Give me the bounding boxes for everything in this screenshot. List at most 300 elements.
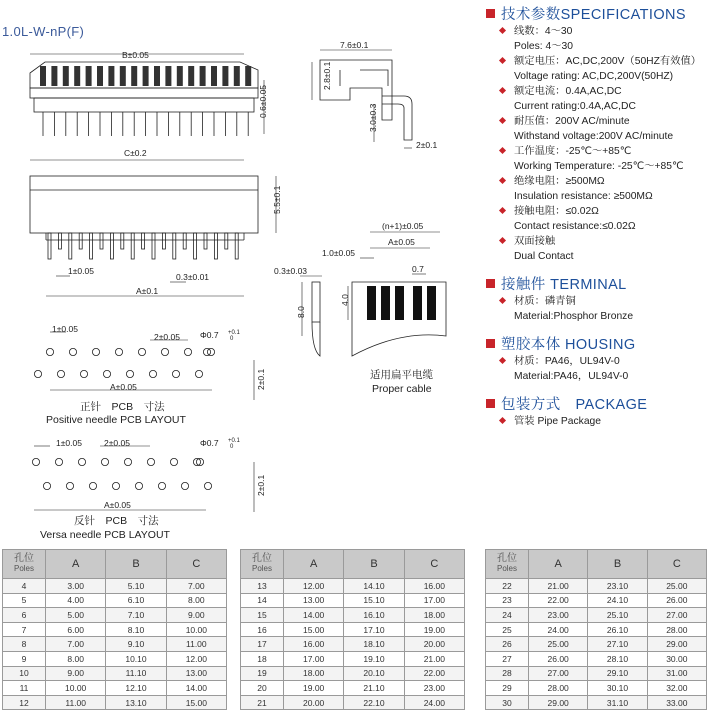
- pcb-hole: [80, 370, 87, 377]
- rev-dim-1-0: 1±0.05: [56, 438, 82, 448]
- spec-item-en: Material:Phosphor Bronze: [514, 311, 634, 322]
- table-row: [241, 608, 465, 623]
- col-c-header: C: [166, 550, 226, 579]
- table-cell: 10.10: [106, 651, 166, 666]
- spec-item: [486, 294, 707, 324]
- table-cell: 11.10: [106, 666, 166, 681]
- table-header-row: [241, 550, 465, 579]
- square-bullet-icon: [486, 9, 495, 18]
- spec-section-title: [486, 2, 707, 24]
- diamond-bullet-icon: [499, 237, 506, 244]
- table-cell: 22.10: [344, 695, 404, 710]
- spec-item-cn: 线数：4～30: [514, 26, 573, 37]
- table-cell: 17.00: [404, 593, 464, 608]
- pcb-hole: [66, 482, 73, 489]
- table-row: [3, 593, 227, 608]
- front-pin: [58, 233, 61, 249]
- pcb-hole: [147, 458, 154, 465]
- pin-slot: [51, 66, 57, 86]
- pin-slot: [211, 66, 217, 86]
- table-cell: 7.00: [166, 579, 226, 594]
- front-pin: [100, 233, 103, 249]
- table-cell: 9.10: [106, 637, 166, 652]
- spec-item: [486, 354, 707, 384]
- table-cell: 12.10: [106, 681, 166, 696]
- pcb-hole: [34, 370, 41, 377]
- table-row: [3, 651, 227, 666]
- table-row: [241, 579, 465, 594]
- table-cell: 28.00: [529, 681, 588, 696]
- table-cell: 30.10: [588, 681, 647, 696]
- spec-item-en: Dual Contact: [514, 251, 574, 262]
- table-cell: 19: [241, 666, 284, 681]
- front-pin: [69, 233, 72, 259]
- spec-section: [486, 332, 707, 384]
- table-row: [241, 593, 465, 608]
- table-cell: 18.00: [404, 608, 464, 623]
- table-row: [486, 681, 707, 696]
- table-row: [241, 651, 465, 666]
- poles-header-en: Poles: [496, 564, 517, 573]
- specifications-panel: [486, 2, 707, 437]
- table-cell: 12: [3, 695, 46, 710]
- table-row: [241, 666, 465, 681]
- table-cell: 29.10: [588, 666, 647, 681]
- table-cell: 28.10: [588, 651, 647, 666]
- table-cell: 14.00: [284, 608, 344, 623]
- square-bullet-icon: [486, 339, 495, 348]
- table-cell: 26.00: [529, 651, 588, 666]
- poles-header-cn: 孔位: [497, 553, 517, 564]
- front-pin: [121, 233, 124, 249]
- cable-dim-1-0: 1.0±0.05: [322, 248, 356, 258]
- table-row: [486, 666, 707, 681]
- pin-slot: [86, 66, 92, 86]
- pin-slot: [97, 66, 103, 86]
- spec-item-en: Poles: 4～30: [514, 41, 573, 52]
- table-cell: 17: [241, 637, 284, 652]
- flat-cable: [312, 282, 446, 356]
- table-cell: 15.00: [166, 695, 226, 710]
- pin-slot: [245, 66, 251, 86]
- poles-header-en: Poles: [13, 564, 34, 573]
- table-cell: 29.00: [647, 637, 706, 652]
- table-row: [241, 637, 465, 652]
- table-row: [486, 637, 707, 652]
- pcb-hole: [207, 348, 214, 355]
- table-cell: 13.00: [166, 666, 226, 681]
- spec-item-en: Voltage rating: AC,DC,200V(50HZ): [514, 71, 674, 82]
- table-cell: 14: [241, 593, 284, 608]
- col-a-header: A: [529, 550, 588, 579]
- front-pin: [142, 233, 145, 249]
- table-cell: 16.00: [404, 579, 464, 594]
- table-cell: 24.10: [588, 593, 647, 608]
- table-cell: 21.00: [529, 579, 588, 594]
- spec-section-title-text: 技术参数SPECIFICATIONS: [501, 6, 686, 23]
- table-cell: 20.10: [344, 666, 404, 681]
- reverse-caption-cn: 反针 PCB 寸法: [74, 515, 159, 527]
- pin-slot: [120, 66, 126, 86]
- table-cell: 31.00: [647, 666, 706, 681]
- diamond-bullet-icon: [499, 207, 506, 214]
- table-cell: 27: [486, 651, 529, 666]
- dim-1-0: 1±0.05: [68, 266, 94, 276]
- table-row: [241, 622, 465, 637]
- cable-dim-0-3: 0.3±0.03: [274, 266, 308, 276]
- table-cell: 5.10: [106, 579, 166, 594]
- table-cell: 24.00: [529, 622, 588, 637]
- pin-slot: [222, 66, 228, 86]
- table-cell: 18: [241, 651, 284, 666]
- front-pin: [152, 233, 155, 259]
- pcb-hole: [158, 482, 165, 489]
- pcb-hole: [57, 370, 64, 377]
- reverse-caption-en: Versa needle PCB LAYOUT: [40, 529, 170, 541]
- spec-item: [486, 144, 707, 174]
- col-b-header: B: [344, 550, 404, 579]
- poles-header-cn: 孔位: [252, 553, 272, 564]
- pin-slot: [108, 66, 114, 86]
- table-cell: 13.10: [106, 695, 166, 710]
- table-cell: 9: [3, 651, 46, 666]
- rev-dim-vert: 2±0.1: [256, 474, 266, 496]
- table-cell: 18.10: [344, 637, 404, 652]
- table-cell: 12.00: [166, 651, 226, 666]
- spec-item-cn: 耐压值：200V AC/minute: [514, 116, 630, 127]
- pin-slot: [200, 66, 206, 86]
- spec-item-en: Current rating:0.4A,AC,DC: [514, 101, 636, 112]
- spec-item: [486, 204, 707, 234]
- table-cell: 6.10: [106, 593, 166, 608]
- pcb-hole: [195, 370, 202, 377]
- pcb-hole: [138, 348, 145, 355]
- table-cell: 27.00: [529, 666, 588, 681]
- table-row: [486, 622, 707, 637]
- col-a-header: A: [46, 550, 106, 579]
- pcb-hole: [89, 482, 96, 489]
- spec-section: [486, 392, 707, 429]
- pcb-hole: [69, 348, 76, 355]
- front-view: [30, 176, 258, 259]
- pcb-hole: [101, 458, 108, 465]
- front-pin: [194, 233, 197, 259]
- poles-header: [3, 550, 46, 579]
- pcb-hole: [124, 458, 131, 465]
- positive-caption-en: Positive needle PCB LAYOUT: [46, 414, 186, 426]
- dim-c: C±0.2: [124, 148, 147, 158]
- pin-slot: [188, 66, 194, 86]
- spec-item: [486, 174, 707, 204]
- col-a-header: A: [284, 550, 344, 579]
- dim-0-3: 0.3±0.01: [176, 272, 210, 282]
- table-cell: 7.00: [46, 637, 106, 652]
- table-cell: 26: [486, 637, 529, 652]
- table-row: [3, 579, 227, 594]
- table-cell: 28: [486, 666, 529, 681]
- rev-tol-zero: 0: [230, 444, 234, 450]
- table-cell: 11.00: [166, 637, 226, 652]
- pcb-dim-phi: Φ0.7: [200, 330, 219, 340]
- front-pin: [162, 233, 165, 249]
- table-row: [241, 681, 465, 696]
- diamond-bullet-icon: [499, 87, 506, 94]
- table-cell: 21.00: [404, 651, 464, 666]
- table-cell: 8: [3, 637, 46, 652]
- table-row: [3, 666, 227, 681]
- dim-0-6: 0.6±0.05: [258, 84, 268, 118]
- table-cell: 16.10: [344, 608, 404, 623]
- table-cell: 19.00: [404, 622, 464, 637]
- spec-section-title-text: 塑胶本体 HOUSING: [501, 336, 636, 353]
- rev-dim-2-0: 2±0.05: [104, 438, 130, 448]
- front-pin: [214, 233, 217, 259]
- pcb-hole: [135, 482, 142, 489]
- table-cell: 28.00: [647, 622, 706, 637]
- table-cell: 13.00: [284, 593, 344, 608]
- spec-item-cn: 额定电压：AC,DC,200V（50HZ有效值）: [514, 56, 702, 67]
- front-pin: [173, 233, 176, 259]
- table-cell: 3.00: [46, 579, 106, 594]
- table-cell: 7: [3, 622, 46, 637]
- spec-item-en: Withstand voltage:200V AC/minute: [514, 131, 674, 142]
- table-cell: 5: [3, 593, 46, 608]
- table-row: [3, 637, 227, 652]
- table-cell: 4.00: [46, 593, 106, 608]
- rev-dim-a: A±0.05: [104, 500, 131, 510]
- dim-2-0: 2±0.1: [416, 140, 438, 150]
- pin-slot: [154, 66, 160, 86]
- spec-section-title: [486, 392, 707, 414]
- table-cell: 20.00: [404, 637, 464, 652]
- table-cell: 27.00: [647, 608, 706, 623]
- diamond-bullet-icon: [499, 147, 506, 154]
- table-cell: 15: [241, 608, 284, 623]
- table-cell: 17.10: [344, 622, 404, 637]
- col-b-header: B: [106, 550, 166, 579]
- dim-7-6: 7.6±0.1: [340, 40, 369, 50]
- table-cell: 12.00: [284, 579, 344, 594]
- spec-item: [486, 24, 707, 54]
- dim-2-8: 2.8±0.1: [322, 61, 332, 90]
- table-cell: 20: [241, 681, 284, 696]
- spec-item-cn: 额定电流：0.4A,AC,DC: [514, 86, 622, 97]
- spec-item-cn: 管装 Pipe Package: [514, 416, 601, 427]
- table-cell: 25: [486, 622, 529, 637]
- table-cell: 4: [3, 579, 46, 594]
- table-cell: 6: [3, 608, 46, 623]
- spec-item: [486, 414, 707, 429]
- rev-tol-plus: +0.1: [228, 438, 240, 444]
- spec-item-cn: 材质：PA46，UL94V-0: [514, 356, 620, 367]
- pcb-tol-plus: +0.1: [228, 330, 240, 336]
- front-pin: [204, 233, 207, 249]
- pcb-dim-2-0: 2±0.05: [154, 332, 180, 342]
- table-cell: 29.00: [529, 695, 588, 710]
- col-b-header: B: [588, 550, 647, 579]
- cable-dim-n1: (n+1)±0.05: [382, 221, 424, 231]
- front-pin: [79, 233, 82, 249]
- table-cell: 29: [486, 681, 529, 696]
- side-view: [320, 60, 412, 140]
- pcb-hole: [92, 348, 99, 355]
- diamond-bullet-icon: [499, 177, 506, 184]
- table-cell: 23.00: [529, 608, 588, 623]
- pin-slot: [131, 66, 137, 86]
- table-cell: 25.10: [588, 608, 647, 623]
- table-cell: 11: [3, 681, 46, 696]
- dim-a: A±0.1: [136, 286, 159, 296]
- table-cell: 33.00: [647, 695, 706, 710]
- cable-dim-a: A±0.05: [388, 237, 415, 247]
- table-cell: 10.00: [166, 622, 226, 637]
- pcb-hole: [115, 348, 122, 355]
- pcb-hole: [204, 482, 211, 489]
- front-pin: [131, 233, 134, 259]
- table-cell: 19.00: [284, 681, 344, 696]
- dim-3-0: 3.0±0.3: [368, 103, 378, 132]
- spec-item-cn: 材质：磷青铜: [514, 296, 576, 307]
- table-cell: 18.00: [284, 666, 344, 681]
- spec-section-title-text: 包装方式 PACKAGE: [501, 396, 648, 413]
- table-cell: 13: [241, 579, 284, 594]
- top-view-housing: [30, 62, 258, 136]
- spec-item-en: Working Temperature: -25℃～+85℃: [514, 161, 684, 172]
- front-pin: [225, 233, 228, 249]
- spec-item-cn: 双面接触: [514, 236, 556, 247]
- table-cell: 19.10: [344, 651, 404, 666]
- table-row: [486, 579, 707, 594]
- pcb-hole: [78, 458, 85, 465]
- table-cell: 26.00: [647, 593, 706, 608]
- table-cell: 24: [486, 608, 529, 623]
- table-row: [3, 622, 227, 637]
- cable-dim-4-0: 4.0: [340, 294, 350, 306]
- table-cell: 22.00: [529, 593, 588, 608]
- table-cell: 30.00: [647, 651, 706, 666]
- dimension-table-1: [2, 549, 227, 710]
- pin-slot: [143, 66, 149, 86]
- cable-dim-0-7: 0.7: [412, 264, 424, 274]
- pin-slot: [165, 66, 171, 86]
- pcb-tol-zero: 0: [230, 336, 234, 342]
- poles-header: [486, 550, 529, 579]
- table-header-row: [3, 550, 227, 579]
- pcb-dim-vert: 2±0.1: [256, 368, 266, 390]
- pcb-hole: [43, 482, 50, 489]
- spec-section: [486, 2, 707, 264]
- table-cell: 26.10: [588, 622, 647, 637]
- table-cell: 24.00: [404, 695, 464, 710]
- cable-caption-en: Proper cable: [372, 383, 432, 395]
- spec-item-cn: 工作温度：-25℃～+85℃: [514, 146, 632, 157]
- pin-slot: [74, 66, 80, 86]
- pcb-hole: [161, 348, 168, 355]
- table-cell: 21: [241, 695, 284, 710]
- square-bullet-icon: [486, 279, 495, 288]
- col-c-header: C: [404, 550, 464, 579]
- table-cell: 16.00: [284, 637, 344, 652]
- table-cell: 16: [241, 622, 284, 637]
- table-cell: 11.00: [46, 695, 106, 710]
- table-row: [3, 608, 227, 623]
- pcb-hole: [112, 482, 119, 489]
- table-cell: 23.00: [404, 681, 464, 696]
- front-pin: [110, 233, 113, 259]
- table-cell: 20.00: [284, 695, 344, 710]
- diamond-bullet-icon: [499, 297, 506, 304]
- spec-item: [486, 114, 707, 144]
- table-cell: 23: [486, 593, 529, 608]
- table-row: [3, 681, 227, 696]
- table-cell: 30: [486, 695, 529, 710]
- table-cell: 27.10: [588, 637, 647, 652]
- diamond-bullet-icon: [499, 27, 506, 34]
- table-cell: 9.00: [46, 666, 106, 681]
- table-cell: 17.00: [284, 651, 344, 666]
- table-header-row: [486, 550, 707, 579]
- diamond-bullet-icon: [499, 417, 506, 424]
- col-c-header: C: [647, 550, 706, 579]
- pcb-dim-a: A±0.05: [110, 382, 137, 392]
- diamond-bullet-icon: [499, 357, 506, 364]
- spec-item-en: Insulation resistance: ≥500MΩ: [514, 191, 653, 202]
- dim-5-5: 5.5±0.1: [272, 185, 282, 214]
- table-cell: 22.00: [404, 666, 464, 681]
- pcb-hole: [55, 458, 62, 465]
- spec-item-cn: 接触电阻：≤0.02Ω: [514, 206, 599, 217]
- diamond-bullet-icon: [499, 57, 506, 64]
- pcb-hole: [149, 370, 156, 377]
- table-cell: 8.00: [46, 651, 106, 666]
- part-number: 1.0L-W-nP(F): [2, 24, 85, 39]
- pcb-hole: [203, 348, 210, 355]
- spec-item: [486, 234, 707, 264]
- table-cell: 15.00: [284, 622, 344, 637]
- dimension-table-2: [240, 549, 465, 710]
- pcb-dim-1-0: 1±0.05: [52, 324, 78, 334]
- spec-section: [486, 272, 707, 324]
- dimension-table-3: [485, 549, 707, 710]
- pcb-hole: [103, 370, 110, 377]
- table-cell: 10.00: [46, 681, 106, 696]
- pcb-hole: [32, 458, 39, 465]
- poles-header: [241, 550, 284, 579]
- table-cell: 22: [486, 579, 529, 594]
- front-pin: [183, 233, 186, 249]
- pcb-hole: [184, 348, 191, 355]
- pcb-hole: [46, 348, 53, 355]
- poles-header-cn: 孔位: [14, 553, 34, 564]
- cable-caption-cn: 适用扁平电缆: [370, 369, 433, 381]
- table-cell: 7.10: [106, 608, 166, 623]
- pcb-hole: [170, 458, 177, 465]
- table-cell: 32.00: [647, 681, 706, 696]
- spec-section-title: [486, 272, 707, 294]
- table-cell: 14.00: [166, 681, 226, 696]
- pcb-hole: [126, 370, 133, 377]
- table-cell: 23.10: [588, 579, 647, 594]
- table-row: [486, 593, 707, 608]
- table-row: [486, 608, 707, 623]
- table-cell: 8.00: [166, 593, 226, 608]
- table-cell: 9.00: [166, 608, 226, 623]
- spec-item-en: Contact resistance:≤0.02Ω: [514, 221, 636, 232]
- table-cell: 25.00: [647, 579, 706, 594]
- cable-dim-8-0: 8.0: [296, 306, 306, 318]
- table-cell: 10: [3, 666, 46, 681]
- table-cell: 8.10: [106, 622, 166, 637]
